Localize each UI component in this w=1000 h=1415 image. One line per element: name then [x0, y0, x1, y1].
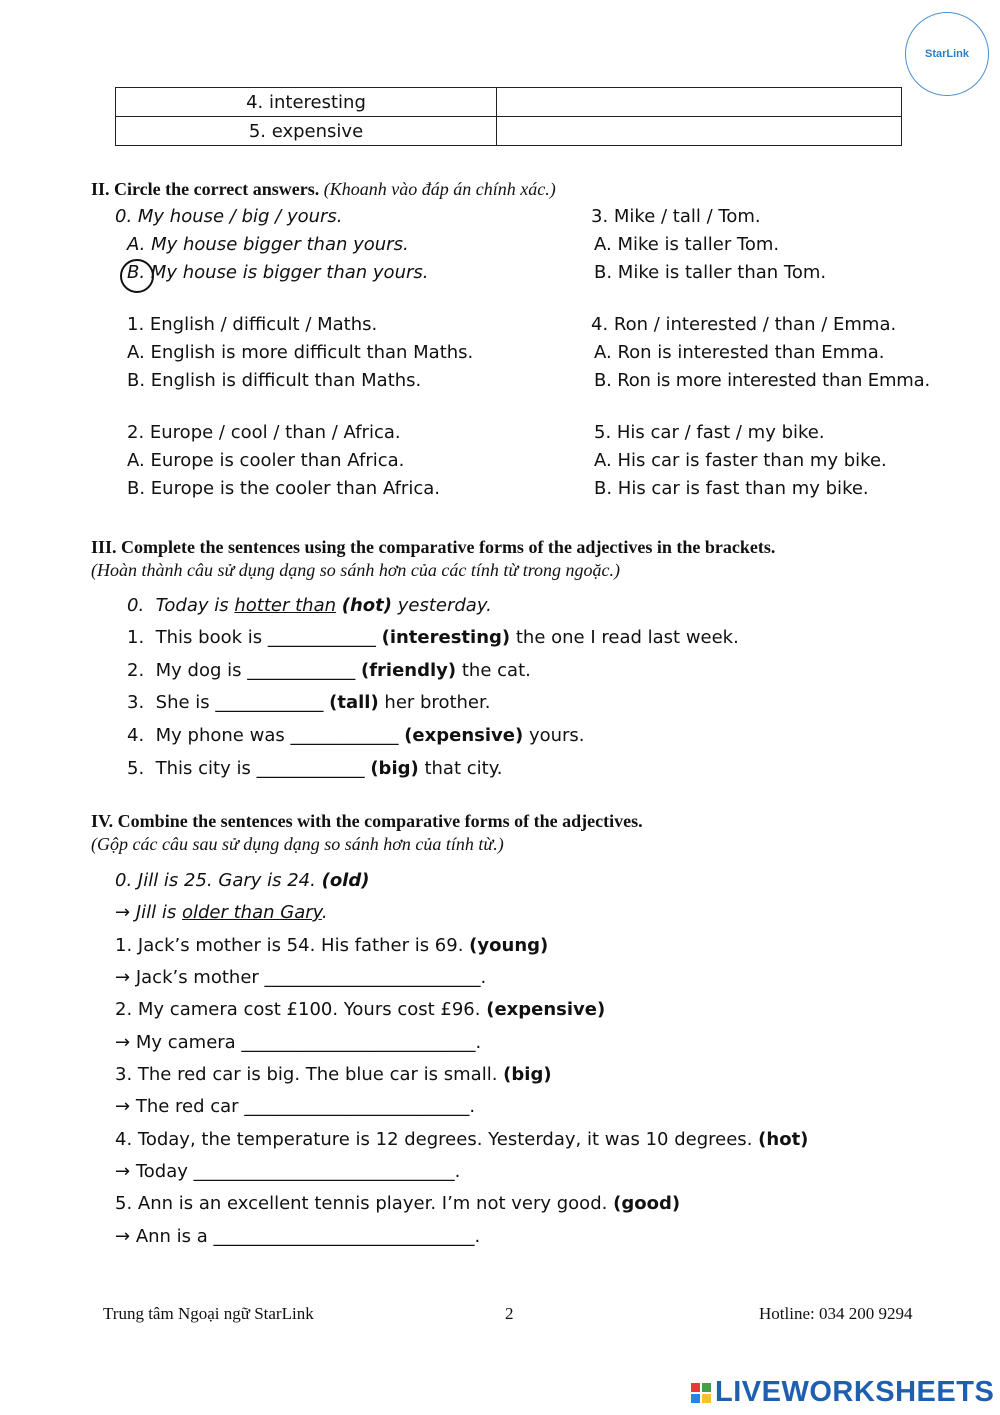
- section4-example-prompt: [115, 870, 369, 891]
- section2-title: II. Circle the correct answers.: [91, 179, 320, 199]
- section4-item-1-prompt: [115, 935, 548, 956]
- section3-title-vi: (Hoàn thành câu sử dụng dạng so sánh hơn của các tính từ trong ngoặc.): [91, 560, 621, 580]
- answer-blank[interactable]: ____________: [256, 758, 365, 779]
- arrow-icon: →: [115, 902, 131, 923]
- section4-item-3-prompt: [115, 1064, 552, 1085]
- table-cell-word: 4. interesting: [116, 88, 497, 117]
- item-post: the cat.: [461, 660, 531, 681]
- item-prompt: 1. Jack’s mother is 54. His father is 69.: [115, 935, 464, 956]
- question-1-option-b[interactable]: B. English is difficult than Maths.: [127, 370, 422, 391]
- question-0-option-b[interactable]: B. My house is bigger than yours.: [127, 262, 429, 283]
- item-pre: My dog is: [155, 660, 242, 681]
- answer-blank[interactable]: _____________________________.: [193, 1161, 461, 1182]
- item-post: that city.: [424, 758, 503, 779]
- section4-title-vi: (Gộp các câu sau sử dụng dạng so sánh hơn của tính từ.): [91, 834, 504, 854]
- question-3-option-b[interactable]: B. Mike is taller than Tom.: [594, 262, 827, 283]
- question-1-prompt: 1. English / difficult / Maths.: [127, 314, 378, 335]
- item-prompt: 5. Ann is an excellent tennis player. I’m not very good.: [115, 1193, 608, 1214]
- block-yellow: [702, 1394, 711, 1403]
- section3-item-4: [127, 725, 585, 746]
- table-row: [116, 117, 902, 146]
- item-prompt: 4. Today, the temperature is 12 degrees. Yesterday, it was 10 degrees.: [115, 1129, 753, 1150]
- item-start: Today: [135, 1161, 188, 1182]
- item-adj: (good): [613, 1193, 681, 1214]
- answer-blank[interactable]: ________________________.: [264, 967, 487, 988]
- answer-blank[interactable]: ____________: [267, 627, 376, 648]
- section4-item-5-prompt: [115, 1193, 680, 1214]
- section4-item-1-answer: [115, 967, 486, 988]
- block-blue: [691, 1394, 700, 1403]
- liveworksheets-blocks-icon: [691, 1383, 711, 1403]
- answer-blank[interactable]: _____________________________.: [213, 1226, 481, 1247]
- question-4-option-b[interactable]: B. Ron is more interested than Emma.: [594, 370, 930, 391]
- section3-item-3: [127, 692, 490, 713]
- table-row: [116, 88, 902, 117]
- section4-title: IV. Combine the sentences with the comparative forms of the adjectives.: [91, 811, 643, 831]
- question-3-prompt: 3. Mike / tall / Tom.: [591, 206, 761, 227]
- item-adj: (hot): [758, 1129, 809, 1150]
- item-prompt: 3. The red car is big. The blue car is small.: [115, 1064, 498, 1085]
- item-start: Jack’s mother: [135, 967, 259, 988]
- liveworksheets-text: LIVEWORKSHEETS: [715, 1376, 995, 1408]
- arrow-icon: →: [115, 1032, 131, 1053]
- example-prompt: 0. Jill is 25. Gary is 24.: [115, 870, 316, 891]
- answer-blank[interactable]: __________________________.: [241, 1032, 482, 1053]
- answer-blank[interactable]: ____________: [247, 660, 356, 681]
- section3-item-5: [127, 758, 503, 779]
- item-prompt: 2. My camera cost £100. Yours cost £96.: [115, 999, 481, 1020]
- item-adj: (expensive): [486, 999, 606, 1020]
- question-5-option-a[interactable]: A. His car is faster than my bike.: [594, 450, 887, 471]
- example-adj: (old): [321, 870, 370, 891]
- item-num: 2.: [127, 660, 145, 681]
- answer-blank[interactable]: ____________: [215, 692, 324, 713]
- question-2-prompt: 2. Europe / cool / than / Africa.: [127, 422, 401, 443]
- section2-title-vi: (Khoanh vào đáp án chính xác.): [323, 179, 556, 199]
- example-answer: hotter than: [234, 595, 337, 616]
- example-post: yesterday.: [397, 595, 492, 616]
- item-num: 4.: [127, 725, 145, 746]
- item-adj: (interesting): [381, 627, 511, 648]
- section4-item-4-prompt: [115, 1129, 808, 1150]
- item-num: 3.: [127, 692, 145, 713]
- section4-item-2-answer: [115, 1032, 481, 1053]
- arrow-icon: →: [115, 967, 131, 988]
- answer-blank[interactable]: _________________________.: [244, 1096, 476, 1117]
- section3-item-1: [127, 627, 739, 648]
- item-start: Ann is a: [135, 1226, 208, 1247]
- question-3-option-a[interactable]: A. Mike is taller Tom.: [594, 234, 780, 255]
- section4-item-5-answer: [115, 1226, 480, 1247]
- item-pre: This city is: [155, 758, 251, 779]
- question-5-option-b[interactable]: B. His car is fast than my bike.: [594, 478, 869, 499]
- example-post: .: [321, 902, 328, 923]
- item-num: 5.: [127, 758, 145, 779]
- vocabulary-table: [115, 87, 902, 146]
- item-adj: (tall): [329, 692, 379, 713]
- item-adj: (young): [469, 935, 549, 956]
- section4-example-answer: [115, 902, 328, 923]
- item-pre: This book is: [155, 627, 263, 648]
- section4-item-3-answer: [115, 1096, 475, 1117]
- example-answer: older than Gary: [181, 902, 322, 923]
- item-post: her brother.: [384, 692, 491, 713]
- question-5-prompt: 5. His car / fast / my bike.: [594, 422, 825, 443]
- logo-text: StarLink: [924, 48, 969, 60]
- item-adj: (big): [503, 1064, 552, 1085]
- table-cell-word: 5. expensive: [116, 117, 497, 146]
- item-start: The red car: [135, 1096, 239, 1117]
- question-1-option-a[interactable]: A. English is more difficult than Maths.: [127, 342, 474, 363]
- item-num: 1.: [127, 627, 145, 648]
- item-pre: My phone was: [155, 725, 285, 746]
- section4-item-4-answer: [115, 1161, 460, 1182]
- footer-hotline: Hotline: 034 200 9294: [759, 1304, 913, 1323]
- liveworksheets-logo: [691, 1376, 994, 1409]
- question-4-prompt: 4. Ron / interested / than / Emma.: [591, 314, 897, 335]
- item-adj: (expensive): [404, 725, 524, 746]
- section3-example: [127, 595, 492, 616]
- question-2-option-b[interactable]: B. Europe is the cooler than Africa.: [127, 478, 440, 499]
- example-pre: Today is: [155, 595, 229, 616]
- item-pre: She is: [155, 692, 210, 713]
- item-start: My camera: [135, 1032, 236, 1053]
- example-num: 0.: [127, 595, 145, 616]
- footer-page-number: 2: [505, 1304, 514, 1323]
- item-adj: (friendly): [360, 660, 457, 681]
- arrow-icon: →: [115, 1161, 131, 1182]
- table-cell-answer[interactable]: [497, 88, 902, 117]
- table-cell-answer[interactable]: [497, 117, 902, 146]
- section3-title: III. Complete the sentences using the comparative forms of the adjectives in the brackets.: [91, 537, 776, 557]
- arrow-icon: →: [115, 1096, 131, 1117]
- example-adj: (hot): [341, 595, 392, 616]
- block-red: [691, 1383, 700, 1392]
- item-post: the one I read last week.: [515, 627, 739, 648]
- starlink-logo: [905, 12, 989, 96]
- section4-item-2-prompt: [115, 999, 605, 1020]
- answer-blank[interactable]: ____________: [290, 725, 399, 746]
- item-post: yours.: [528, 725, 585, 746]
- question-2-option-a[interactable]: A. Europe is cooler than Africa.: [127, 450, 405, 471]
- block-green: [702, 1383, 711, 1392]
- question-0-option-a[interactable]: A. My house bigger than yours.: [127, 234, 409, 255]
- footer-center-name: Trung tâm Ngoại ngữ StarLink: [103, 1304, 314, 1323]
- section2-heading: [91, 179, 556, 200]
- question-4-option-a[interactable]: A. Ron is interested than Emma.: [594, 342, 885, 363]
- item-adj: (big): [370, 758, 419, 779]
- arrow-icon: →: [115, 1226, 131, 1247]
- question-0-prompt: 0. My house / big / yours.: [115, 206, 343, 227]
- example-pre: Jill is: [135, 902, 177, 923]
- section3-item-2: [127, 660, 531, 681]
